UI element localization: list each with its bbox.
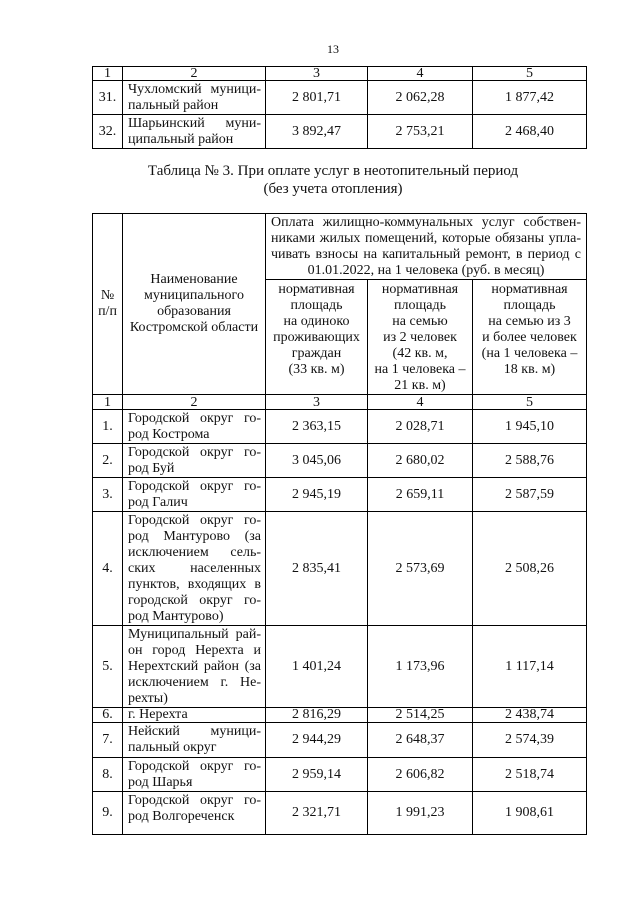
value-family-of-three-plus: 1 908,61 — [473, 792, 587, 835]
value-single-resident: 2 944,29 — [266, 723, 368, 758]
value-single-resident: 2 363,15 — [266, 410, 368, 444]
column-number: 2 — [123, 395, 266, 410]
row-number: 31. — [93, 81, 123, 115]
name-line: Городской округ го- — [128, 411, 261, 426]
header-line: муниципального — [144, 288, 244, 303]
value-cell: 2 801,71 — [266, 81, 368, 115]
header-line: на одиноко — [283, 314, 350, 329]
header-line: площадь — [394, 298, 446, 313]
value-family-of-three-plus: 2 518,74 — [473, 758, 587, 792]
header-line: нормативная — [491, 282, 568, 297]
value-family-of-two: 2 659,11 — [368, 478, 473, 512]
value-family-of-three-plus: 1 945,10 — [473, 410, 587, 444]
header-line: из 2 человек — [383, 330, 457, 345]
name-line: род Галич — [128, 495, 188, 510]
municipality-name — [123, 626, 266, 708]
municipality-name — [123, 758, 266, 792]
header-line: на семью из 3 — [488, 314, 571, 329]
value-single-resident: 1 401,24 — [266, 626, 368, 708]
column-number-row — [93, 395, 587, 410]
header-line: площадь — [290, 298, 343, 313]
name-line: Городской округ го- — [128, 513, 261, 528]
header-line: никами жилых помещений, которые обязаны упла- — [271, 231, 581, 246]
header-line: Наименование — [150, 272, 238, 287]
row-number: 6. — [93, 708, 123, 723]
value-family-of-two: 1 173,96 — [368, 626, 473, 708]
name-line: Шарьинский муни- — [128, 116, 261, 131]
name-line: род Буй — [128, 461, 175, 476]
table-row — [93, 81, 587, 115]
page-number: 13 — [327, 42, 339, 56]
name-line: исключением г. Не- — [128, 675, 261, 690]
table-row — [93, 410, 587, 444]
header-line: 01.01.2022, на 1 человека (руб. в месяц) — [307, 263, 545, 278]
row-number: 4. — [93, 512, 123, 626]
table-row — [93, 444, 587, 478]
value-family-of-two: 2 514,25 — [368, 708, 473, 723]
table-row — [93, 626, 587, 708]
name-line: г. Нерехта — [128, 707, 188, 722]
name-line: род Волгореченск — [128, 809, 235, 824]
name-line: род Шарья — [128, 775, 193, 790]
column-number: 3 — [266, 395, 368, 410]
value-family-of-three-plus: 2 574,39 — [473, 723, 587, 758]
value-single-resident: 2 959,14 — [266, 758, 368, 792]
value-family-of-two: 2 028,71 — [368, 410, 473, 444]
header-line: Оплата жилищно-коммунальных услуг собствен- — [271, 215, 581, 230]
header-line: чивать взносы на капитальный ремонт, в период с — [271, 247, 581, 262]
table-row — [93, 512, 587, 626]
name-line: Городской округ го- — [128, 793, 261, 808]
value-cell: 2 062,28 — [368, 81, 473, 115]
row-number: 5. — [93, 626, 123, 708]
name-line: род Мантурово (за — [128, 529, 261, 544]
name-line: он город Нерехта и — [128, 643, 261, 658]
header-line: 18 кв. м) — [503, 362, 556, 377]
value-single-resident: 2 835,41 — [266, 512, 368, 626]
table-row — [93, 478, 587, 512]
name-line: ципальный район — [128, 132, 234, 147]
value-single-resident: 2 945,19 — [266, 478, 368, 512]
main-table — [92, 213, 587, 835]
header-line: и более человек — [482, 330, 577, 345]
header-line: граждан — [291, 346, 342, 361]
header-line: (на 1 человека – — [481, 346, 578, 361]
value-family-of-two: 2 680,02 — [368, 444, 473, 478]
name-line: род Кострома — [128, 427, 210, 442]
header-line: на семью — [392, 314, 448, 329]
column-number: 1 — [93, 67, 123, 81]
table-row — [93, 758, 587, 792]
subheader-family-of-three-plus — [473, 280, 587, 395]
row-number: 9. — [93, 792, 123, 835]
header-line: площадь — [503, 298, 556, 313]
name-line: пальный район — [128, 98, 219, 113]
name-line: Нейский муници- — [128, 724, 261, 739]
value-family-of-three-plus: 2 588,76 — [473, 444, 587, 478]
row-number: 1. — [93, 410, 123, 444]
municipality-name — [123, 444, 266, 478]
name-line: Нерехтский район (за — [128, 659, 261, 674]
name-line: род Мантурово) — [128, 609, 224, 624]
value-single-resident: 3 045,06 — [266, 444, 368, 478]
header-line: № — [100, 288, 115, 303]
value-family-of-two: 2 606,82 — [368, 758, 473, 792]
value-family-of-three-plus: 1 117,14 — [473, 626, 587, 708]
municipality-name — [123, 792, 266, 835]
header-name-cell — [123, 214, 266, 395]
continued-table — [92, 66, 587, 149]
row-number: 8. — [93, 758, 123, 792]
name-line: исключением сель- — [128, 545, 261, 560]
name-line: Городской округ го- — [128, 479, 261, 494]
subheader-single-resident — [266, 280, 368, 395]
value-family-of-three-plus: 2 508,26 — [473, 512, 587, 626]
header-row — [93, 214, 587, 280]
header-line: 21 кв. м) — [394, 378, 446, 393]
table-title — [92, 162, 574, 198]
municipality-name — [123, 512, 266, 626]
table-row — [93, 792, 587, 835]
column-number: 1 — [93, 395, 123, 410]
value-single-resident: 2 816,29 — [266, 708, 368, 723]
header-line: Костромской области — [129, 320, 259, 335]
value-cell: 2 753,21 — [368, 115, 473, 149]
row-number: 3. — [93, 478, 123, 512]
municipality-name — [123, 81, 266, 115]
name-line: Городской округ го- — [128, 759, 261, 774]
name-line: пальный округ — [128, 740, 217, 755]
column-number: 4 — [368, 67, 473, 81]
municipality-name — [123, 478, 266, 512]
header-line: на 1 человека – — [374, 362, 466, 377]
header-line: нормативная — [381, 282, 459, 297]
value-single-resident: 2 321,71 — [266, 792, 368, 835]
column-number: 3 — [266, 67, 368, 81]
header-line: (42 кв. м, — [392, 346, 448, 361]
municipality-name — [123, 410, 266, 444]
municipality-name — [123, 723, 266, 758]
table-row — [93, 115, 587, 149]
value-cell: 3 892,47 — [266, 115, 368, 149]
table-subtitle-line: (без учета отопления) — [263, 181, 403, 197]
name-line: Городской округ го- — [128, 445, 261, 460]
header-line: (33 кв. м) — [288, 362, 345, 377]
value-family-of-three-plus: 2 438,74 — [473, 708, 587, 723]
header-line: образования — [157, 304, 231, 319]
header-payment-cell — [266, 214, 587, 280]
column-number: 4 — [368, 395, 473, 410]
name-line: пунктов, входящих в — [128, 577, 261, 592]
header-line: п/п — [98, 304, 117, 319]
table-row — [93, 723, 587, 758]
value-family-of-three-plus: 2 587,59 — [473, 478, 587, 512]
name-line: ских населенных — [128, 561, 261, 576]
row-number: 7. — [93, 723, 123, 758]
table-row — [93, 708, 587, 723]
column-number: 5 — [473, 395, 587, 410]
municipality-name — [123, 708, 266, 723]
row-number: 2. — [93, 444, 123, 478]
subheader-family-of-two — [368, 280, 473, 395]
header-line: проживающих — [273, 330, 360, 345]
column-number: 2 — [123, 67, 266, 81]
value-family-of-two: 1 991,23 — [368, 792, 473, 835]
column-number-row — [93, 67, 587, 81]
value-family-of-two: 2 648,37 — [368, 723, 473, 758]
name-line: городской округ го- — [128, 593, 261, 608]
header-line: нормативная — [278, 282, 355, 297]
value-cell: 2 468,40 — [473, 115, 587, 149]
table-title-line: Таблица № 3. При оплате услуг в неотопительный период — [147, 163, 519, 179]
name-line: Муниципальный рай- — [128, 627, 261, 642]
name-line: Чухломский муници- — [128, 82, 261, 97]
header-number-cell — [93, 214, 123, 395]
municipality-name — [123, 115, 266, 149]
name-line: рехты) — [128, 691, 168, 706]
row-number: 32. — [93, 115, 123, 149]
value-cell: 1 877,42 — [473, 81, 587, 115]
value-family-of-two: 2 573,69 — [368, 512, 473, 626]
column-number: 5 — [473, 67, 587, 81]
